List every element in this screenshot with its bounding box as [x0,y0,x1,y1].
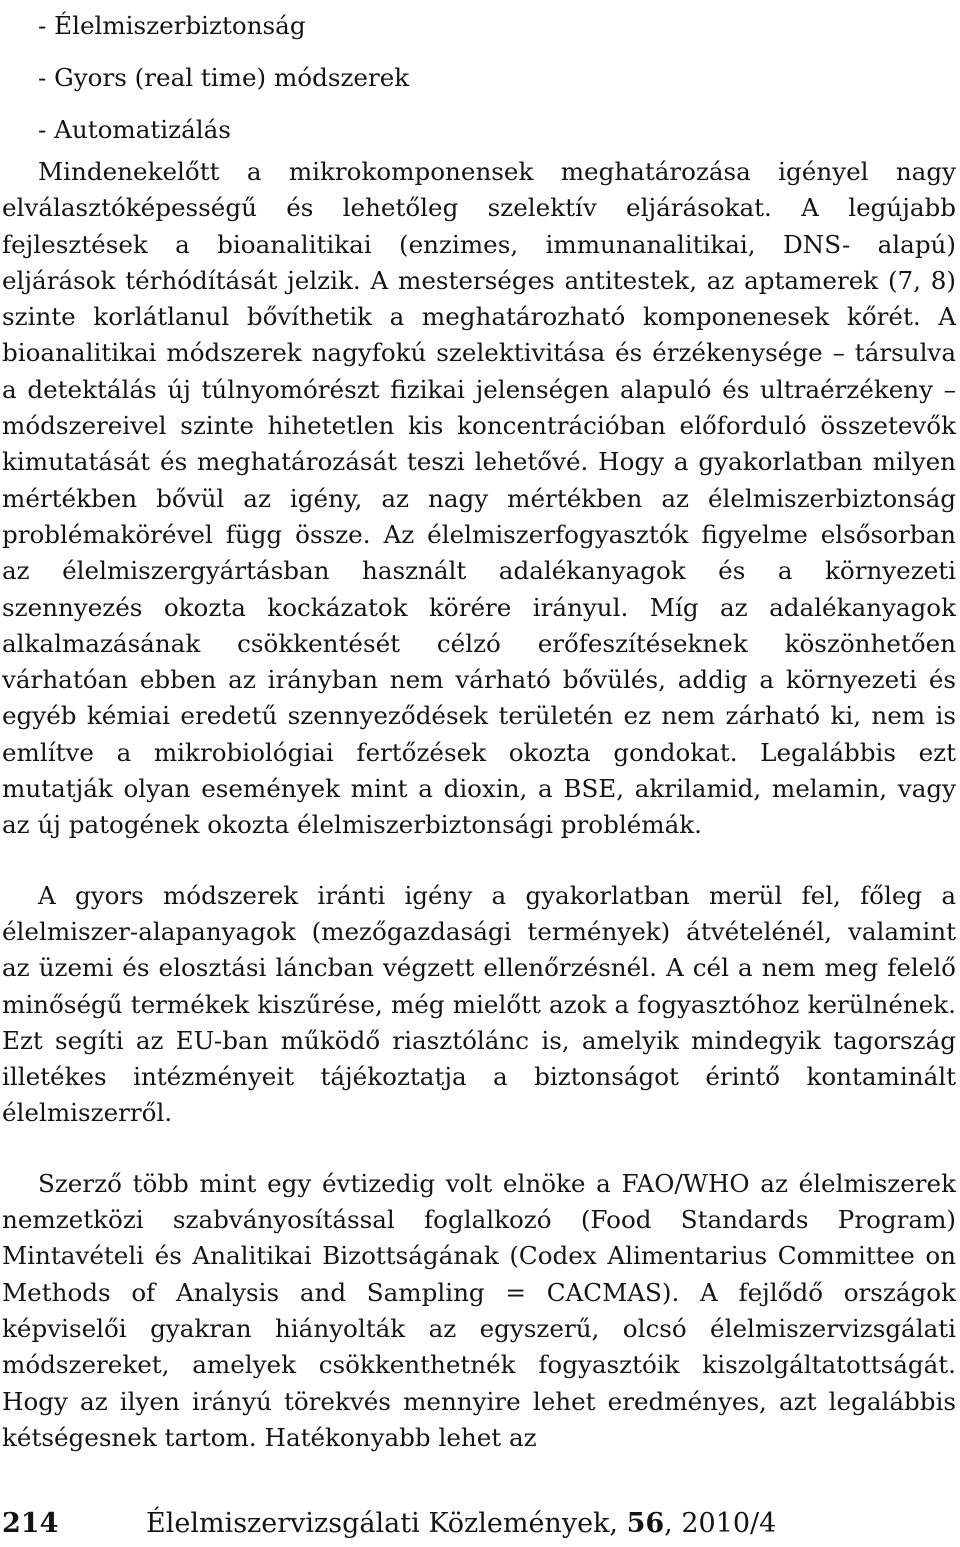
body-text [2,154,956,1456]
page-number: 214 [2,1508,59,1539]
paragraph-author-codex: Szerző több mint egy évtizedig volt elnöke a FAO/WHO az élelmiszerek nemzetközi szabványosítással foglalkozó (Food Standards Program) Mintavételi és Analitikai Bizottságának (Codex Alimentarius Committee on Methods of Analysis and Sampling = CACMAS). A fejlődő országok képviselői gyakran hiányolták az egyszerű, olcsó élelmiszervizsgálati módszereket, amelyek csökkenthetnék fogyasztóik kiszolgáltatottságát. Hogy az ilyen irányú törekvés mennyire lehet eredményes, azt legalábbis kétségesnek tartom. Hatékonyabb lehet az [2,1168,956,1452]
page-footer [2,1506,902,1542]
list-item: - Gyors (real time) módszerek [38,63,410,92]
paragraph-rapid-methods: A gyors módszerek iránti igény a gyakorlatban merül fel, főleg a élelmiszer-alapanyagok (mezőgazdasági termények) átvételénél, valamint az üzemi és elosztási láncban végzett ellenőrzésnél. A cél a nem meg felelő minőségű termékek kiszűrése, még mielőtt azok a fogyasztóhoz kerülnének. Ezt segíti az EU-ban működő riasztólánc is, amelyik mindegyik tagország illetékes intézményeit tájékoztatja a biztonságot érintő kontaminált élelmiszerről. [2,880,956,1128]
list-item: - Élelmiszerbiztonság [38,11,306,40]
bullet-list [38,0,938,156]
paragraph-analytical-methods: Mindenekelőtt a mikrokomponensek meghatározása igényel nagy elválasztóképességű és lehetőleg szelektív eljárásokat. A legújabb fejlesztések a bioanalitikai (enzimes, immunanalitikai, DNS- alapú) eljárások térhódítását jelzik. A mesterséges antitestek, az aptamerek (7, 8) szinte korlátlanul bővíthetik a meghatározható komponenesek kőrét. A bioanalitikai módszerek nagyfokú szelektivitása és érzékenysége – társulva a detektálás új túlnyomórészt fizikai jelenségen alapuló és ultraérzékeny – módszereivel szinte hihetetlen kis koncentrációban előforduló összetevők kimutatását és meghatározását teszi lehetővé. Hogy a gyakorlatban milyen mértékben bővül az igény, az nagy mértékben az élelmiszerbiztonság problémakörével függ össze. Az élelmiszerfogyasztók figyelme elsősorban az élelmiszergyártásban használt adalékanyagok és a környezeti szennyezés okozta kockázatok körére irányul. Míg az adalékanyagok alkalmazásának csökkentését célzó erőfeszítéseknek köszönhetően várhatóan ebben az irányban nem várható bővülés, addig a környezeti és egyéb kémiai eredetű szennyeződések területén ez nem zárható ki, nem is említve a mikrobiológiai fertőzések okozta gondokat. Legalábbis ezt mutatják olyan események mint a dioxin, a BSE, akrilamid, melamin, vagy az új patogének okozta élelmiszerbiztonsági problémák. [2,157,956,840]
journal-issue: , 2010/4 [664,1508,777,1539]
journal-volume: 56 [626,1508,665,1539]
list-item: - Automatizálás [38,115,231,144]
journal-title: Élelmiszervizsgálati Közlemények, [146,1508,627,1539]
